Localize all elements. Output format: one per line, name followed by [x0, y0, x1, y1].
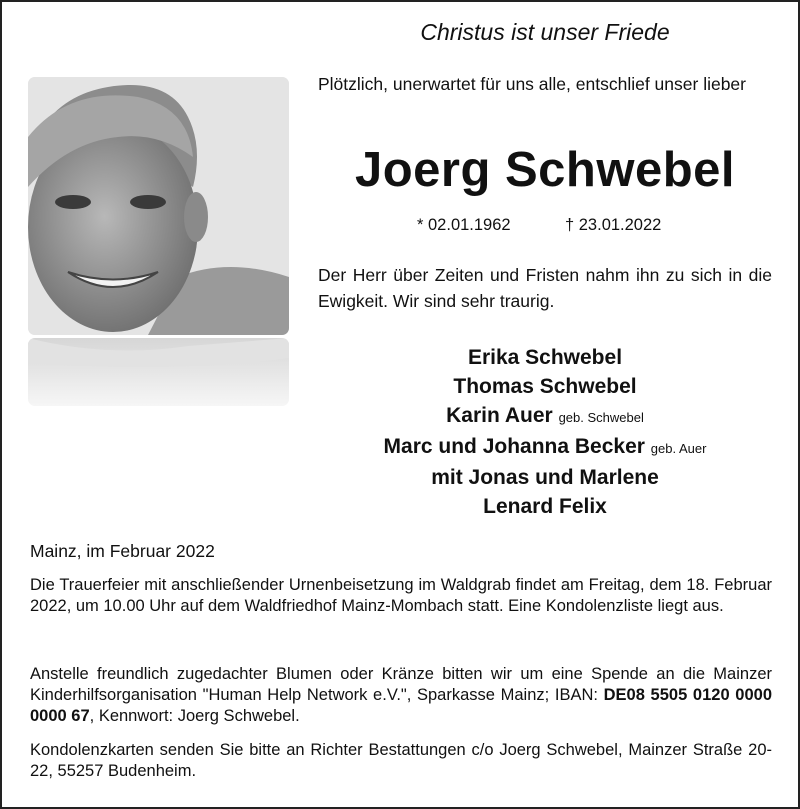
- mourner-line: Thomas Schwebel: [453, 375, 637, 398]
- maiden-name-note: geb. Schwebel: [558, 410, 644, 425]
- place-date: Mainz, im Februar 2022: [30, 541, 215, 561]
- death-date: † 23.01.2022: [565, 216, 662, 234]
- condolence-info: Kondolenzkarten senden Sie bitte an Richter Bestattungen c/o Joerg Schwebel, Mainzer Straße 20-22, 55257 Budenheim.: [30, 741, 772, 780]
- portrait-reflection: [28, 338, 289, 406]
- mourner-line: Marc und Johanna Becker geb. Auer: [383, 435, 707, 458]
- portrait-photo: [28, 77, 289, 335]
- birth-date: * 02.01.1962: [417, 216, 511, 234]
- iban-number: DE08 5505 0120 0000 0000 67: [30, 686, 772, 725]
- intro-text: Plötzlich, unerwartet für uns alle, entschlief unser lieber: [318, 74, 746, 94]
- motto: Christus ist unser Friede: [420, 19, 670, 45]
- donation-info: Anstelle freundlich zugedachter Blumen oder Kränze bitten wir um eine Spende an die Mainzer Kinderhilfsorganisation "Human Help Network e.V.", Sparkasse Mainz; IBAN: DE08 5505 0120 0000 0000 67, Kennwort: Joerg Schwebel.: [30, 665, 772, 725]
- mourner-line: Erika Schwebel: [467, 346, 623, 369]
- verse-text: Der Herr über Zeiten und Fristen nahm ihn zu sich in die Ewigkeit. Wir sind sehr traurig.: [318, 265, 772, 311]
- mourner-line: Karin Auer geb. Schwebel: [446, 404, 644, 427]
- funeral-info: Die Trauerfeier mit anschließender Urnenbeisetzung im Waldgrab findet am Freitag, dem 18. Februar 2022, um 10.00 Uhr auf dem Waldfriedhof Mainz-Mombach statt. Eine Kondolenzliste liegt aus.: [30, 576, 772, 615]
- deceased-name: Joerg Schwebel: [354, 143, 736, 197]
- mourner-line: mit Jonas und Marlene: [431, 466, 659, 489]
- maiden-name-note: geb. Auer: [650, 441, 707, 456]
- mourner-line: Lenard Felix: [483, 495, 607, 518]
- mourners-list: [300, 343, 790, 521]
